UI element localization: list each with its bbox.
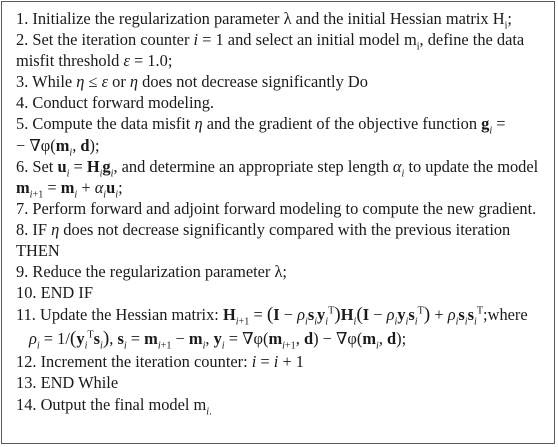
algorithm-box	[1, 1, 555, 444]
step-13: 13. END While	[16, 373, 119, 393]
step-11-line-2: $\rho_i = 1/(y_i^Ts_i)$, $s_i = m_{i+1} - m_i$, $y_i = \nabla\varphi(m_{i+1}$, $d) - \nabla\varphi(m_i$, d);	[29, 328, 407, 352]
step-3: 3. While η ≤ ε or η does not decrease significantly Do	[16, 72, 368, 92]
step-4: 4. Conduct forward modeling.	[16, 93, 215, 113]
step-6-line-2: $m_{i+1} = m_i + \alpha_iu_i$;	[16, 177, 123, 201]
step-7: 7. Perform forward and adjoint forward modeling to compute the new gradient.	[16, 198, 537, 218]
algorithm-steps	[16, 8, 548, 415]
step-2-line-1: 2. Set the iteration counter i = 1 and select an initial model $m_i$, define the data	[16, 30, 525, 53]
step-8-line-2: THEN	[16, 241, 60, 261]
step-5-line-1: 5. Compute the data misfit η and the gradient of the objective function $g_i$ =	[16, 114, 506, 137]
step-2-line-2: misfit threshold ε = 1.0;	[16, 51, 173, 71]
step-14: 14. Output the final model $m_{i.}$	[16, 394, 212, 417]
step-6-line-1: 6. Set $u_i = H_ig_i$, and determine an appropriate step length $\alpha_i$ to update the model	[16, 156, 539, 179]
step-8-line-1: 8. IF η does not decrease significantly compared with the previous iteration	[16, 219, 511, 239]
step-9: 9. Reduce the regularization parameter λ;	[16, 262, 287, 282]
step-1: 1. Initialize the regularization parameter λ and the initial Hessian matrix $H_i$;	[16, 9, 512, 32]
step-11-line-1: 11. Update the Hessian matrix: $H_{i+1} = (I - \rho_is_iy_i^T)H_i(I - \rho_iy_is_i^T)$ + $\rho_is_is_i^T;where$	[16, 304, 528, 328]
step-5-line-2: − $\nabla\varphi(m_i$, d);	[16, 135, 100, 158]
step-12: 12. Increment the iteration counter: i = i + 1	[16, 352, 304, 372]
step-10: 10. END IF	[16, 283, 93, 303]
